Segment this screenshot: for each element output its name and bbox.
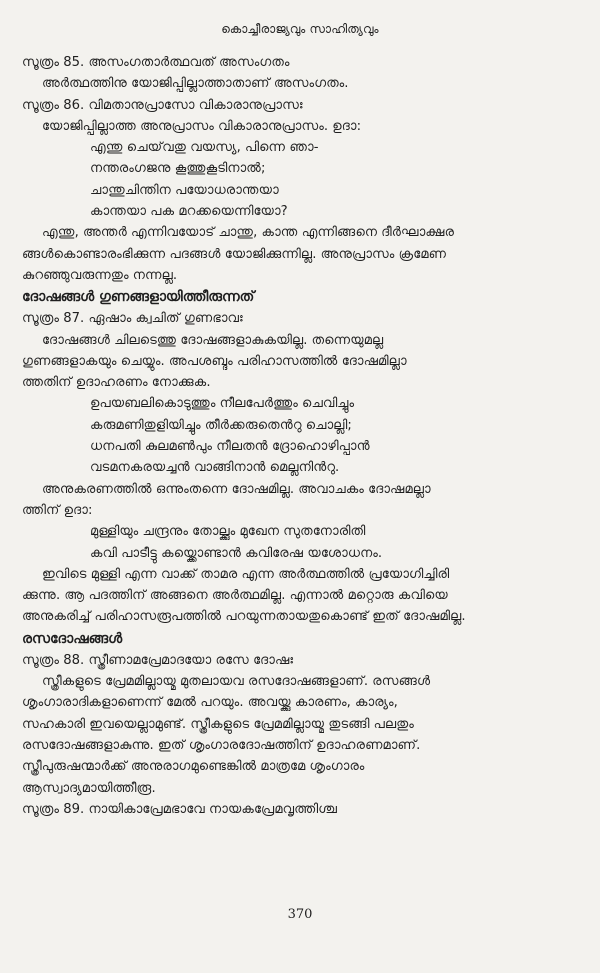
paragraph-line-6: ത്തതിന് ഉദാഹരണം നോക്കുക. [22, 375, 211, 391]
paragraph-line-5: ഗുണങ്ങളാകയും ചെയ്യും. അപശബ്ദം പരിഹാസത്തിൽ ദോഷമില്ലാ [22, 353, 407, 369]
paragraph-line-16: സ്ത്രീപുരുഷന്മാർക്ക് അനുരാഗമുണ്ടെങ്കിൽ മാത്രമേ ശൃംഗാരം [22, 759, 365, 775]
paragraph-line-12: സ്ത്രീകളുടെ പ്രേമമില്ലായ്മ മുതലായവ രസദോഷങ്ങളാണ്. രസങ്ങൾ [42, 674, 431, 690]
page-number: 370 [287, 907, 313, 922]
sutra-87-line: സൂത്രം 87. ഏഷാം ക്വചിത് ഗുണഭാവഃ [22, 311, 243, 327]
paragraph-line-2: ങ്ങൾകൊണ്ടാരംഭിക്കുന്ന പദങ്ങൾ യോജിക്കുന്നില്ല. അനുപ്രാസം ക്രമേണ [22, 246, 447, 262]
paragraph-line-11: അനുകരിച്ച് പരിഹാസരൂപത്തിൽ പറയുന്നതായതുകൊണ്ട് ഇത് ദോഷമില്ല. [22, 609, 466, 625]
verse-line-3: ചാന്തുചിന്തിന പയോധരാന്തയാ [90, 182, 279, 198]
paragraph-line-17: ആസ്വാദ്യമായിത്തീരൂ. [22, 780, 156, 796]
sutra-86-explanation: യോജിപ്പില്ലാത്ത അനുപ്രാസം വികാരാനുപ്രാസം. ഉദാ: [42, 118, 362, 134]
paragraph-line-14: സഹകാരി ഇവയെല്ലാമുണ്ട്. സ്ത്രീകളുടെ പ്രേമമില്ലായ്മ തുടങ്ങി പലതും [22, 716, 414, 732]
paragraph-line-1: എന്തു, അന്തർ എന്നിവയോട് ചാന്തു, കാന്ത എന്നിങ്ങനെ ദീർഘാക്ഷര [42, 225, 455, 241]
paragraph-line-4: ദോഷങ്ങൾ ചിലടെത്തു ദോഷങ്ങളാകുകയില്ല. തന്നെയുമല്ല [42, 332, 384, 348]
paragraph-line-7: അനുകരണത്തിൽ ഒന്നുംതന്നെ ദോഷമില്ല. അവാചകം ദോഷമല്ലാ [42, 481, 431, 497]
verse-line-8: വടമനകരയച്ചൻ വാങ്ങിനാൻ മെല്ലനിൻറു. [90, 460, 340, 476]
paragraph-line-15: രസദോഷങ്ങളാകുന്നു. ഇത് ശൃംഗാരദോഷത്തിന് ഉദാഹരണമാണ്. [22, 737, 421, 753]
sutra-89-line: സൂത്രം 89. നായികാപ്രേമഭാവേ നായകപ്രേമവൃത്തിശ്ച [22, 801, 338, 817]
paragraph-line-10: ക്കുന്നു. ആ പദത്തിന് അങ്ങനെ അർത്ഥമില്ല. എന്നാൽ മറ്റൊരു കവിയെ [22, 588, 448, 604]
sutra-85-line: സൂത്രം 85. അസംഗതാർത്ഥവത് അസംഗതം [22, 55, 290, 70]
verse-line-9: മുള്ളിയും ചന്ദ്രനും തോല്ക്കും മുഖേന സുതനോരിതി [90, 524, 366, 540]
paragraph-line-8: ത്തിന് ഉദാ: [22, 502, 93, 518]
sutra-88-line: സൂത്രം 88. സ്ത്രീണാമപ്രേമാദയോ രസേ ദോഷഃ [22, 652, 294, 668]
sutra-86-line: സൂത്രം 86. വിമതാനുപ്രാസോ വികാരാനുപ്രാസഃ [22, 97, 303, 113]
paragraph-line-9: ഇവിടെ മുള്ളി എന്ന വാക്ക് താമര എന്ന അർത്ഥത്തിൽ പ്രയോഗിച്ചിരി [42, 566, 450, 582]
sutra-85-explanation: അർത്ഥത്തിനു യോജിപ്പില്ലാത്താതാണ് അസംഗതം. [42, 76, 349, 92]
page-body [22, 52, 578, 820]
verse-line-5: ഉപയബലികൊടുത്തും നീലപേർത്തും ചെവിച്ചും [90, 396, 355, 412]
running-header: കൊച്ചീരാജ്യവും സാഹിത്യവും [221, 22, 379, 36]
verse-line-2: നന്തരംഗജനു കൂത്തുകൂടിനാൽ; [90, 161, 266, 177]
section-heading-rasadoshas: രസദോഷങ്ങൾ [22, 630, 123, 647]
verse-line-4: കാന്തയാ പക മറക്കയെന്നിയോ? [90, 204, 288, 220]
verse-line-10: കവി പാടീട്ടു കയ്ക്കൊണ്ടാൻ കവിരേഷ യശോധനം. [90, 545, 383, 561]
section-heading-doshas-become-gunas: ദോഷങ്ങൾ ഗുണങ്ങളായിത്തീരുന്നത് [22, 289, 255, 306]
verse-line-1: എന്തു ചെയ്‌വതു വയസ്യ, പിന്നെ ഞാ- [90, 140, 319, 156]
paragraph-line-3: കുറഞ്ഞുവരുന്നതും നന്നല്ല. [22, 267, 178, 283]
verse-line-6: കരുമണിതുളിയിച്ചും തീർക്കരുതെൻറു ചൊല്ലി; [90, 417, 352, 433]
verse-line-7: ധനപതി കുലമൺപും നീലതൻ ദ്രോഹൊഴിപ്പാൻ [90, 439, 370, 455]
paragraph-line-13: ശൃംഗാരാദികളാണെന്ന് മേൽ പറയും. അവയ്ക്കു കാരണം, കാര്യം, [22, 695, 398, 711]
